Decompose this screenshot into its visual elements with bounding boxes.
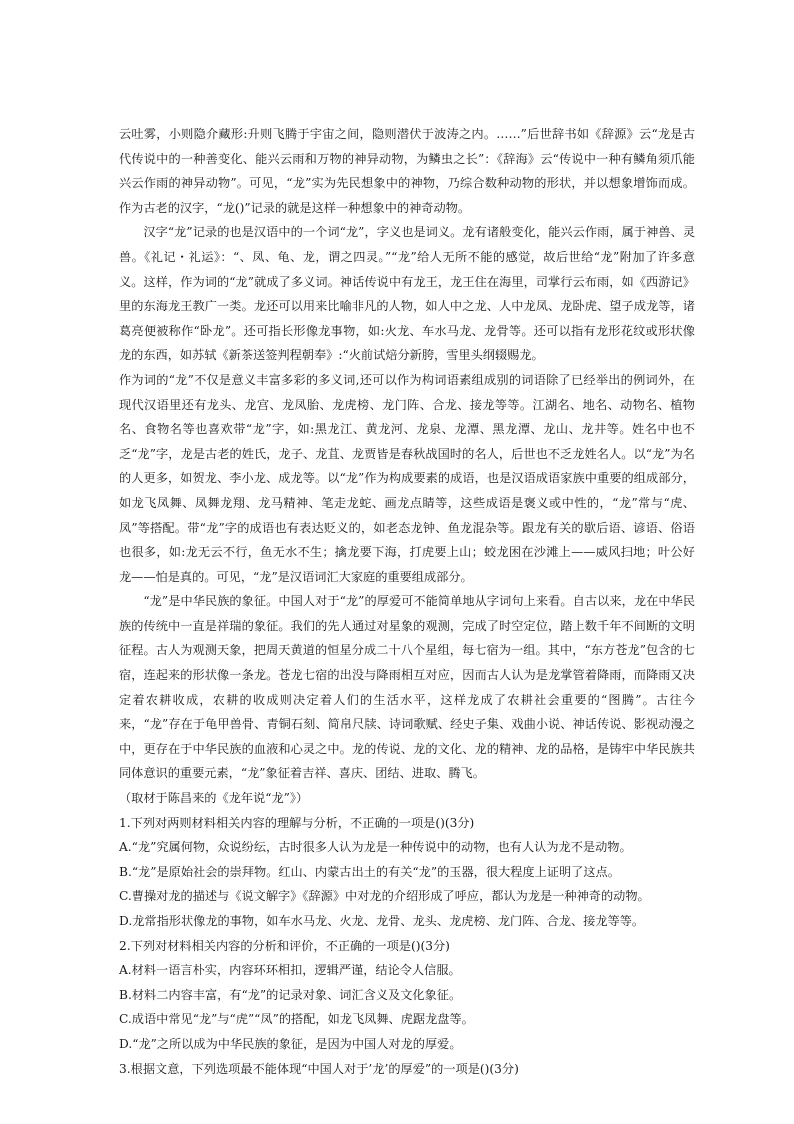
- option-a: A.材料一语言朴实，内容环环相扣，逻辑严谨，结论令人信服。: [119, 963, 461, 978]
- option-c: C.成语中常见“龙”与“虎”“凤”的搭配，如龙飞凤舞、虎踞龙盘等。: [119, 1012, 474, 1027]
- question-stem: 2.下列对材料相关内容的分析和评价，不正确的一项是()(3分): [119, 938, 450, 953]
- option-d: D.龙常指形状像龙的事物，如车水马龙、火龙、龙骨、龙头、龙虎榜、龙门阵、合龙、接龙等等。: [119, 914, 645, 928]
- source-citation: （取材于陈昌来的《龙年说“龙”》）: [119, 791, 309, 806]
- option-a: A.“龙”究属何物，众说纷纭，古时很多人认为龙是一种传说中的动物，也有人认为龙不是动物。: [119, 840, 632, 855]
- paragraph-material-one-end: 云吐雾，小则隐介藏形:升则飞腾于宇宙之间，隐则潜伏于波涛之内。……”后世辞书如《辞源》云“龙是古代传说中的一种善变化、能兴云雨和万物的神异动物，为鳞虫之长”：《辞海》云“传说中一种有鳞角须爪能兴云作雨的神异动物”。可见，“龙”实为先民想象中的神物，乃综合数种动物的形状，并以想象增饰而成。作为古老的汉字，“龙()”记录的就是这样一种想象中的神奇动物。: [119, 127, 695, 215]
- option-d: D.“龙”之所以成为中华民族的象征，是因为中国人对龙的厚爱。: [119, 1036, 462, 1051]
- paragraph-word-formation: 作为词的“龙”不仅是意义丰富多彩的多义词,还可以作为构词语素组成别的词语除了已经举出的例词外，在现代汉语里还有龙头、龙宫、龙凤胎、龙虎榜、龙门阵、合龙、接龙等等。江湖名、地名、动物名、植物名、食物名等也喜欢带“龙”字，如:黑龙江、黄龙河、龙泉、龙潭、黑龙潭、龙山、龙井等。姓名中也不乏“龙”字，龙是古老的姓氏，龙子、龙苴、龙贾皆是春秋战国时的名人，后世也不乏龙姓名人。以“龙”为名的人更多，如贺龙、李小龙、成龙等。以“龙”作为构成要素的成语，也是汉语成语家族中重要的组成部分，如龙飞凤舞、凤舞龙翔、龙马精神、笔走龙蛇、画龙点睛等，这些成语是褒义或中性的，“龙”常与“虎、凤”等搭配。带“龙”字的成语也有表达贬义的，如老态龙钟、鱼龙混杂等。跟龙有关的歇后语、谚语、俗语也很多，如:龙无云不行，鱼无水不生；擒龙要下海，打虎要上山；蛟龙困在沙滩上——威风扫地；叶公好龙——怕是真的。可见，“龙”是汉语词汇大家庭的重要组成部分。: [119, 372, 695, 584]
- option-b: B.材料二内容丰富，有“龙”的记录对象、词汇含义及文化象征。: [119, 987, 462, 1002]
- option-b: B.“龙”是原始社会的崇拜物。红山、内蒙古出土的有关“龙”的玉器，很大程度上证明了这点。: [119, 864, 620, 879]
- question-stem: 1.下列对两则材料相关内容的理解与分析，不正确的一项是()(3分): [119, 815, 475, 830]
- option-c: C.曹操对龙的描述与《说文解字》《辞源》中对龙的介绍形成了呼应，都认为龙是一种神奇的动物。: [119, 889, 650, 904]
- paragraph-word-meaning: 汉字“龙”记录的也是汉语中的一个词“龙”，字义也是词义。龙有诸般变化，能兴云作雨，属于神兽、灵兽。《礼记・礼运》：“、凤、龟、龙，谓之四灵。”“龙”给人无所不能的感觉，故后世给“龙”附加了许多意义。这样，作为词的“龙”就成了多义词。神话传说中有龙王，龙王住在海里，司掌行云布雨，如《西游记》里的东海龙王教广一类。龙还可以用来比喻非凡的人物，如人中之龙、人中龙凤、龙卧虎、望子成龙等，诸葛亮便被称作“卧龙”。还可指长形像龙事物，如:火龙、车水马龙、龙骨等。还可以指有龙形花纹或形状像龙的东西，如苏轼《新茶送签判程朝奉》:“火前试焙分新胯，雪里头纲辍赐龙。: [119, 225, 695, 363]
- question-stem: 3.根据文意，下列选项最不能体现“中国人对于’龙’的厚爱”的一项是()(3分): [119, 1061, 519, 1076]
- question-3: [119, 1057, 695, 1082]
- paragraph-dragon-symbol: “龙”是中华民族的象征。中国人对于“龙”的厚爱可不能简单地从字词句上来看。自古以来，龙在中华民族的传统中一直是祥瑞的象征。我们的先人通过对星象的观测，完成了时空定位，踏上数千年不间断的文明征程。古人为观测天象，把周天黄道的恒星分成二十八个星组，每七宿为一组。其中，“东方苍龙”包含的七宿，连起来的形状像一条龙。苍龙七宿的出没与降雨相互对应，因而古人认为是龙掌管着降雨，而降雨又决定着农耕收成，农耕的收成则决定着人们的生活水平，这样龙成了农耕社会重要的“图腾”。古往今来，“龙”存在于龟甲兽骨、青铜石刻、简帛尺牍、诗词歌赋、经史子集、戏曲小说、神话传说、影视动漫之中，更存在于中华民族的血液和心灵之中。龙的传说、龙的文化、龙的精神、龙的品格，是铸牢中华民族共同体意识的重要元素，“龙”象征着吉祥、喜庆、团结、进取、腾飞。: [119, 594, 695, 781]
- question-1: [119, 811, 695, 934]
- document-page: [119, 122, 695, 1081]
- question-2: [119, 934, 695, 1057]
